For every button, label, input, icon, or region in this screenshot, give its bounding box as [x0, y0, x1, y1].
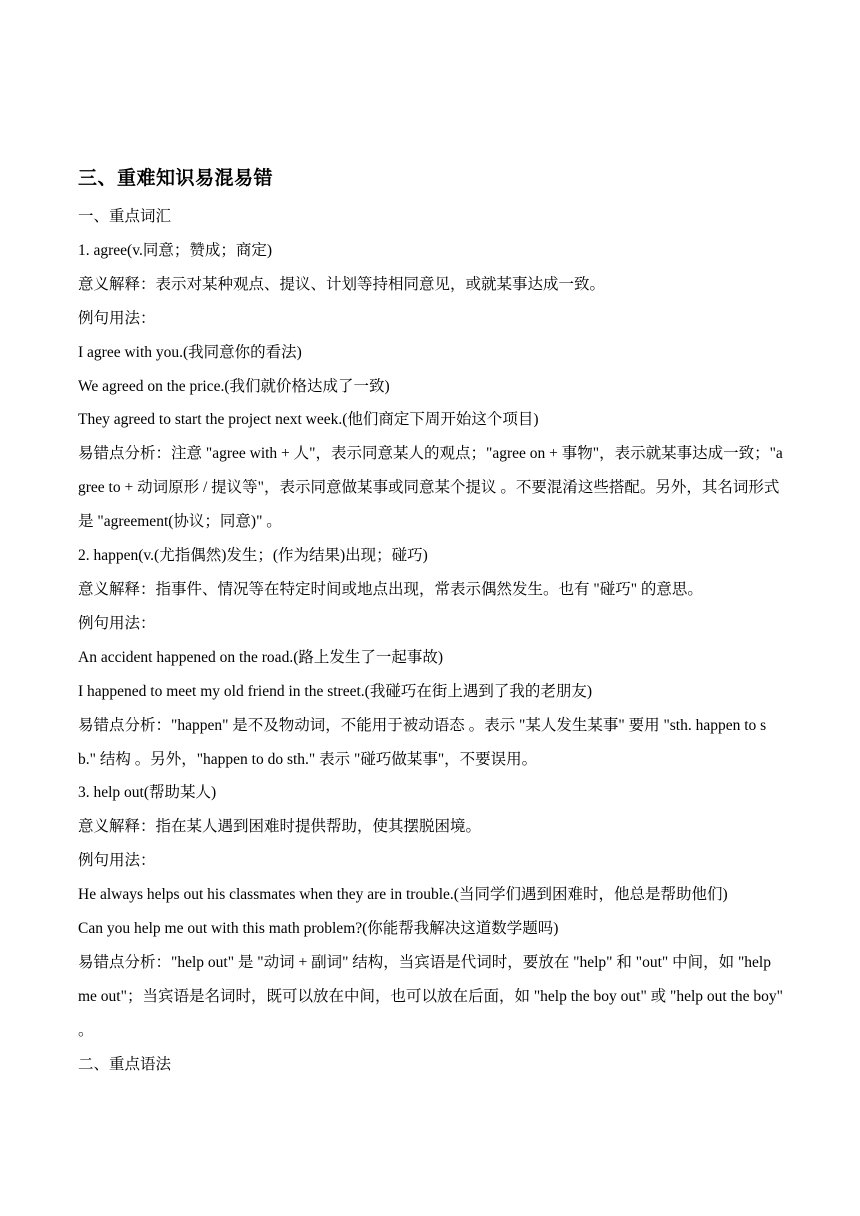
- subsection-grammar-heading: 二、重点语法: [78, 1055, 172, 1073]
- entry-title-help-out: 3. help out(帮助某人): [78, 784, 217, 802]
- entry-examples-label: 例句用法：: [78, 852, 156, 870]
- entry-meaning-happen: 意义解释：指事件、情况等在特定时间或地点出现，常表示偶然发生。也有 "碰巧" 的意思。: [78, 580, 703, 598]
- entry-title-agree: 1. agree(v.同意；赞成；商定): [78, 241, 272, 259]
- entry-analysis-help-out: 易错点分析："help out" 是 "动词 + 副词" 结构，当宾语是代词时，要放在 "help" 和 "out" 中间，如 "help me out"；当宾语是名词时，既可以放在中间，也可以放在后面，如 "help the boy out" 或 "help out the boy" 。: [78, 953, 783, 1039]
- example-sentence: He always helps out his classmates when they are in trouble.(当同学们遇到困难时，他总是帮助他们): [78, 886, 728, 904]
- example-sentence: Can you help me out with this math problem?(你能帮我解决这道数学题吗): [78, 920, 559, 938]
- example-sentence: I happened to meet my old friend in the street.(我碰巧在街上遇到了我的老朋友): [78, 682, 592, 700]
- entry-examples-label: 例句用法：: [78, 614, 156, 632]
- section-title: 三、重难知识易混易错: [78, 167, 274, 189]
- subsection-vocab-heading: 一、重点词汇: [78, 208, 172, 225]
- entry-meaning-agree: 意义解释：表示对某种观点、提议、计划等持相同意见，或就某事达成一致。: [78, 275, 606, 293]
- entry-meaning-help-out: 意义解释：指在某人遇到困难时提供帮助，使其摆脱困境。: [78, 818, 482, 836]
- example-sentence: An accident happened on the road.(路上发生了一起事故): [78, 648, 444, 666]
- document-body: [78, 158, 784, 1082]
- example-sentence: They agreed to start the project next week.(他们商定下周开始这个项目): [78, 411, 539, 429]
- example-sentence: We agreed on the price.(我们就价格达成了一致): [78, 377, 390, 395]
- example-sentence: I agree with you.(我同意你的看法): [78, 343, 302, 361]
- entry-analysis-agree: 易错点分析：注意 "agree with + 人"，表示同意某人的观点；"agree on + 事物"，表示就某事达成一致；"agree to + 动词原形 / 提议等"，表示同意做某事或同意某个提议 。不要混淆这些搭配。另外，其名词形式是 "agreement(协议；同意)" 。: [78, 445, 783, 531]
- entry-title-happen: 2. happen(v.(尤指偶然)发生；(作为结果)出现；碰巧): [78, 547, 428, 565]
- entry-examples-label: 例句用法：: [78, 309, 156, 327]
- entry-analysis-happen: 易错点分析："happen" 是不及物动词，不能用于被动语态 。表示 "某人发生某事" 要用 "sth. happen to sb." 结构 。另外，"happen to do sth." 表示 "碰巧做某事"，不要误用。: [78, 716, 767, 768]
